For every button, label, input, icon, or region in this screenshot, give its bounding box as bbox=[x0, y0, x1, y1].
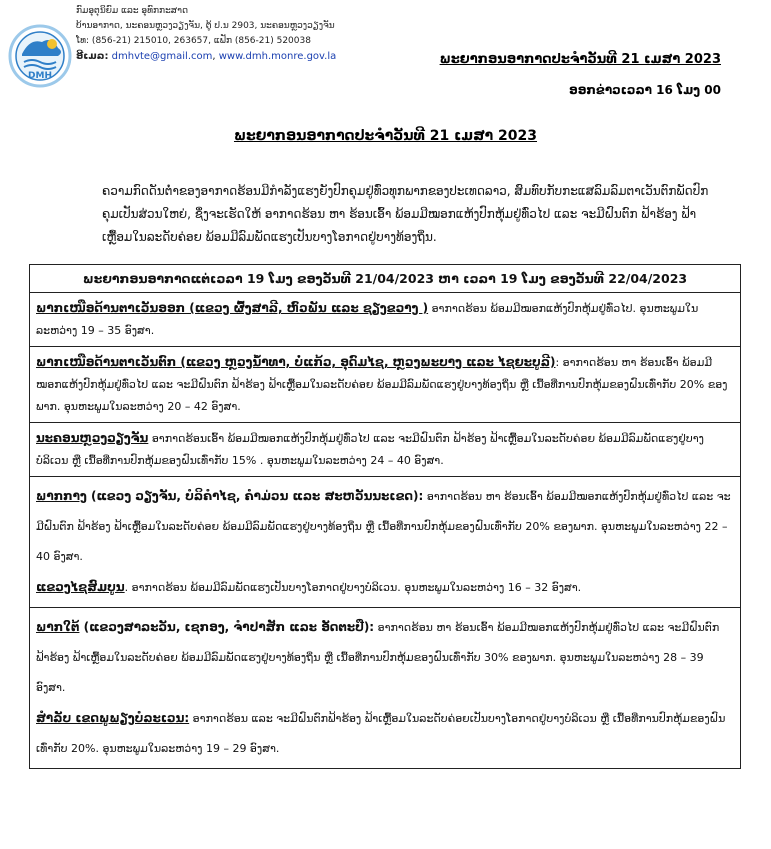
forecast-row-northwest bbox=[30, 347, 740, 423]
forecast-table bbox=[29, 264, 741, 769]
region-text: ອາກາດຮ້ອນ ຫາ ຮ້ອນເອົ້າ ພ້ອມມີໝອກແຫ້ງປົກຫຸ້ມຢູ່ທົ່ວໄປ ແລະ ຈະມີຝົນຕົກ ຟ້າຮ້ອງ ຟ້າເຫຼື້ອມໃນລະດັບຄ່ອຍ ພ້ອມມີລົມພັດແຮງຢູ່ບາງທ້ອງຖິ່ນ ຫຼື ເນື້ອທີ່ການປົກຫຸ້ມຂອງຝົນເທົ່າກັບ 30% ຂອງພາກ. ອຸນຫະພູມໃນລະຫວ່າງ 28 – 39 ອົງສາ. bbox=[36, 621, 720, 694]
region-text: : ອາກາດຮ້ອນ ຫາ ຮ້ອນເອົ້າ ພ້ອມມີໝອກແຫ້ງປົກຫຸ້ມຢູ່ທົ່ວໄປ ແລະ ຈະມີຝົນຕົກ ຟ້າຮ້ອງ ຟ້າເຫຼື້ອມໃນລະດັບຄ່ອຍ ພ້ອມມີລົມພັດແຮງຢູ່ບາງທ້ອງຖິ່ນ ຫຼື ເນື້ອທີ່ການປົກຫຸ້ມຂອງຝົນເທົ່າກັບ 20% ຂອງພາກ. ອຸນຫະພູມໃນລະຫວ່າງ 20 – 42 ອົງສາ. bbox=[36, 356, 728, 413]
forecast-row-south bbox=[30, 608, 740, 768]
subregion-text: . ອາກາດຮ້ອນ ພ້ອມມີລົມພັດແຮງເປັນບາງໂອກາດຢູ່ບາງບໍລິເວນ. ອຸນຫະພູມໃນລະຫວ່າງ 16 – 32 ອົງສາ. bbox=[124, 581, 582, 594]
subregion-title: ສຳລັບ ເຂດພູພຽງບໍລະເວນ: bbox=[36, 711, 190, 725]
org-name: ກົມອຸຕຸນິຍົມ ແລະ ອຸທົກກະສາດ bbox=[76, 6, 188, 16]
region-text: ອາກາດຮ້ອນເອົ້າ ພ້ອມມີໝອກແຫ້ງປົກຫຸ້ມຢູ່ທົ່ວໄປ ແລະ ຈະມີຝົນຕົກ ຟ້າຮ້ອງ ຟ້າເຫຼື້ອມໃນລະດັບຄ່ອຍ ພ້ອມມີລົມພັດແຮງຢູ່ບາງບໍລິເວນ ຫຼື ເນື້ອທີ່ການປົກຫຸ້ມຂອງຝົນເທົ່າກັບ 15% . ອຸນຫະພູມໃນລະຫວ່າງ 24 – 40 ອົງສາ. bbox=[36, 432, 704, 467]
subregion-title: ແຂວງໄຊສົມບູນ bbox=[36, 580, 125, 594]
dmh-logo bbox=[8, 24, 72, 88]
region-provinces: (ແຂວງສາລະວັນ, ເຊກອງ, ຈຳປາສັກ ແລະ ອັດຕະປື): bbox=[79, 620, 375, 634]
region-title: ພາກກາງ bbox=[36, 489, 87, 503]
org-address: ບ້ານອາກາດ, ນະຄອນຫຼວງວຽງຈັນ, ຕູ້ ປ.ນ 2903, ນະຄອນຫຼວງວຽງຈັນ bbox=[76, 21, 335, 31]
forecast-row-central bbox=[30, 477, 740, 608]
region-title: ນະຄອນຫຼວງວຽງຈັນ bbox=[36, 431, 149, 445]
region-title: ພາກເໜືອດ້ານຕາເວັນອອກ (ແຂວງ ຜົ້ງສາລີ, ຫົວພັນ ແລະ ຊຽງຂວາງ ) bbox=[36, 301, 429, 315]
org-info bbox=[76, 4, 376, 64]
subregion-text: ອາກາດຮ້ອນ ແລະ ຈະມີຝົນຕົກຟ້າຮ້ອງ ຟ້າເຫຼື້ອມໃນລະດັບຄ່ອຍເປັນບາງໂອກາດຢູ່ບາງບໍລິເວນ ຫຼື ເນື້ອທີ່ການປົກຫຸ້ມຂອງຝົນເທົ່າກັບ 20%. ອຸນຫະພູມໃນລະຫວ່າງ 19 – 29 ອົງສາ. bbox=[36, 712, 726, 755]
forecast-date-heading: ພະຍາກອນອາກາດປະຈຳວັນທີ 21 ເມສາ 2023 bbox=[439, 52, 721, 67]
svg-text:DMH: DMH bbox=[28, 71, 52, 81]
region-text: ອາກາດຮ້ອນ ພ້ອມມີໝອກແຫ້ງປົກຫຸ້ມຢູ່ທົ່ວໄປ. ອຸນຫະພູມໃນລະຫວ່າງ 19 – 35 ອົງສາ. bbox=[36, 302, 699, 337]
website-link[interactable]: www.dmh.monre.gov.la bbox=[218, 51, 337, 62]
region-title: ພາກເໜືອດ້ານຕາເວັນຕົກ (ແຂວງ ຫຼວງນ້ຳທາ, ບໍ່ແກ້ວ, ອຸດົມໄຊ, ຫຼວງພະບາງ ແລະ ໄຊຍະບູລີ) bbox=[36, 355, 556, 369]
forecast-period-header: ພະຍາກອນອາກາດແຕ່ເວລາ 19 ໂມງ ຂອງວັນທີ 21/04/2023 ຫາ ເວລາ 19 ໂມງ ຂອງວັນທີ 22/04/2023 bbox=[30, 265, 740, 293]
header-right bbox=[440, 52, 721, 97]
dmh-logo-emblem bbox=[8, 24, 72, 88]
org-phone: ໂທ: (856-21) 215010, 263657, ແຟັກ (856-21) 520038 bbox=[76, 36, 311, 46]
issue-time: ອອກຂ່າວເວລາ 16 ໂມງ 00 bbox=[569, 83, 721, 97]
forecast-row-vientiane bbox=[30, 423, 740, 477]
contact-separator: , bbox=[212, 51, 216, 62]
region-title: ພາກໃຕ້ bbox=[36, 620, 80, 634]
region-text: ອາກາດຮ້ອນ ຫາ ຮ້ອນເອົ້າ ພ້ອມມີໝອກແຫ້ງປົກຫຸ້ມຢູ່ທົ່ວໄປ ແລະ ຈະມີຝົນຕົກ ຟ້າຮ້ອງ ຟ້າເຫຼື້ອມໃນລະດັບຄ່ອຍ ພ້ອມມີລົມພັດແຮງຢູ່ບາງທ້ອງຖິ່ນ ຫຼື ເນື້ອທີ່ການປົກຫຸ້ມຂອງຝົນເທົ່າກັບ 20% ຂອງພາກ. ອຸນຫະພູມໃນລະຫວ່າງ 22 – 40 ອົງສາ. bbox=[36, 490, 731, 563]
org-contact bbox=[76, 49, 376, 64]
region-provinces: (ແຂວງ ວຽງຈັນ, ບໍລິຄຳໄຊ, ຄຳມ່ວນ ແລະ ສະຫວັນນະເຂດ): bbox=[86, 489, 424, 503]
synopsis-paragraph: ຄວາມກົດດັນຕ່ຳຂອງອາກາດຮ້ອນມີກຳລັງແຮງຍັງປົກຄຸມຢູ່ທົ່ວທຸກພາກຂອງປະເທດລາວ, ສົມທົບກັບກະແສລົມລົມຕາເວັນຕົກພັດປົກຄຸມເປັນສ່ວນໃຫຍ່, ຊຶ່ງຈະເຮັດໃຫ້ ອາກາດຮ້ອນ ຫາ ຮ້ອນເອົ້າ ພ້ອມມີໝອກແຫ້ງປົກຫຸ້ມຢູ່ທົ່ວໄປ ແລະ ຈະມີຝົນຕົກ ຟ້າຮ້ອງ ຟ້າເຫຼື້ອມໃນລະດັບຄ່ອຍ ພ້ອມມີລົມພັດແຮງເປັນບາງໂອກາດຢູ່ບາງທ້ອງຖິ່ນ. bbox=[102, 184, 709, 244]
forecast-row-northeast bbox=[30, 293, 740, 347]
email-label: ອີເມລ: bbox=[76, 51, 109, 62]
email-link[interactable]: dmhvte@gmail.com bbox=[111, 51, 213, 62]
page-title: ພະຍາກອນອາກາດປະຈຳວັນທີ 21 ເມສາ 2023 bbox=[233, 128, 538, 144]
